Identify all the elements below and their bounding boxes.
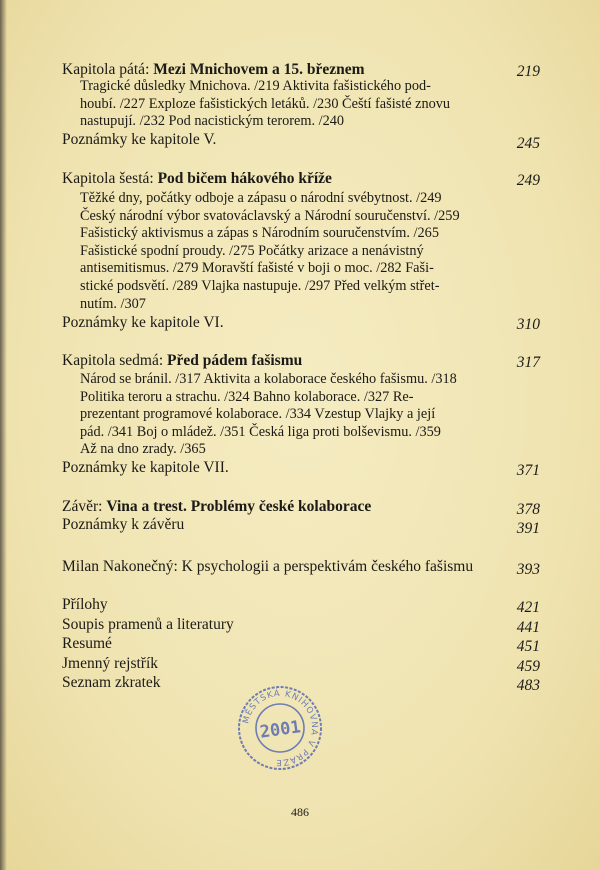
appendix-label: Přílohy [62,596,108,613]
section-line: Těžké dny, počátky odboje a zápasu o národní svébytnost. /249 [80,190,442,206]
conclusion-title: Vina a trest. Problémy české kolaborace [106,498,372,515]
chapter-6 [0,169,600,312]
chapter-7 [0,351,600,458]
section-line: Český národní výbor svatováclavský a Národní souručenství. /259 [80,207,460,224]
section-line: antisemitismus. /279 Moravští fašisté v boji o moc. /282 Faši- [80,260,434,277]
appendix-label: Jmenný rejstřík [62,655,158,672]
chapter-7-notes-label: Poznámky ke kapitole VII. [62,459,229,476]
section-line: stické podsvětí. /289 Vlajka nastupuje. /297 Před velkým střet- [80,277,440,294]
essay [0,557,600,577]
section-line: Národ se bránil. /317 Aktivita a kolaborace českého fašismu. /318 [80,371,457,387]
chapter-7-title: Před pádem fašismu [167,352,303,369]
conclusion-notes [0,515,600,535]
section-line: prezentant programové kolaborace. /334 Vzestup Vlajky a její [80,406,436,423]
appendix-page: 459 [516,658,540,675]
chapter-6-heading [0,169,600,189]
chapter-5-notes [0,130,600,150]
conclusion-notes-page: 391 [516,520,540,537]
chapter-6-page: 249 [516,172,540,189]
conclusion-heading [0,497,600,517]
section-line: Fašistické spodní proudy. /275 Počátky arizace a nenávistný [80,242,424,259]
section-line: Politika teroru a strachu. /324 Bahno kolaborace. /327 Re- [80,388,414,405]
appendix-label: Seznam zkratek [62,674,161,691]
conclusion-page: 378 [516,501,540,518]
stamp-ring-text: MĚSTSKÁ KNIHOVNA V PRAZE [241,688,320,768]
appendix-label: Resumé [62,635,112,652]
chapter-5-title: Mezi Mnichovem a 15. březnem [153,61,365,78]
section-line: nutím. /307 [80,295,146,312]
stamp-seal-icon [236,684,324,772]
section-line: houbí. /227 Exploze fašistických letáků. /230 Čeští fašisté znovu [80,95,451,112]
chapter-6-prefix: Kapitola šestá: [62,170,158,187]
conclusion [0,497,600,517]
section-line: Fašistický aktivismus a zápas s Národním souručenstvím. /265 [80,225,439,242]
appendix-page: 483 [516,677,540,694]
appendix-item [0,634,600,654]
chapter-6-notes-label: Poznámky ke kapitole VI. [62,314,224,331]
chapter-5 [0,60,600,130]
chapter-7-prefix: Kapitola sedmá: [62,352,168,369]
essay-title: Milan Nakonečný: K psychologii a perspektivám českého fašismu [62,558,474,575]
conclusion-notes-label: Poznámky k závěru [62,516,185,533]
conclusion-prefix: Závěr: [62,498,107,515]
appendix-item [0,615,600,635]
essay-page: 393 [516,561,540,578]
appendix-label: Soupis pramenů a literatury [62,616,234,633]
stamp-year: 2001 [258,717,302,743]
appendix-item [0,654,600,674]
appendix-page: 441 [516,619,540,636]
chapter-6-notes [0,313,600,333]
section-line: Tragické důsledky Mnichova. /219 Aktivita fašistického pod- [80,78,431,94]
section-line: Až na dno zrady. /365 [80,441,206,458]
appendix-page: 451 [516,638,540,655]
chapter-5-heading [0,60,600,80]
chapter-7-heading [0,351,600,371]
chapter-5-notes-label: Poznámky ke kapitole V. [62,131,217,148]
chapter-7-page: 317 [516,354,540,371]
chapter-5-notes-page: 245 [516,135,540,152]
library-stamp [236,684,324,772]
appendix-page: 421 [516,599,540,616]
chapter-5-page: 219 [516,63,540,80]
chapter-6-title: Pod bičem hákového kříže [157,170,332,187]
section-line: nastupují. /232 Pod nacistickým terorem. /240 [80,113,345,130]
chapter-5-sections [80,78,500,131]
page-number: 486 [291,805,309,819]
chapter-6-sections [80,190,500,313]
chapter-5-prefix: Kapitola pátá: [62,61,154,78]
chapter-7-notes-page: 371 [516,462,540,479]
appendix-item [0,595,600,615]
section-line: pád. /341 Boj o mládež. /351 Česká liga proti bolševismu. /359 [80,423,441,440]
chapter-7-sections [80,371,500,459]
chapter-7-notes [0,458,600,478]
chapter-6-notes-page: 310 [516,316,540,333]
